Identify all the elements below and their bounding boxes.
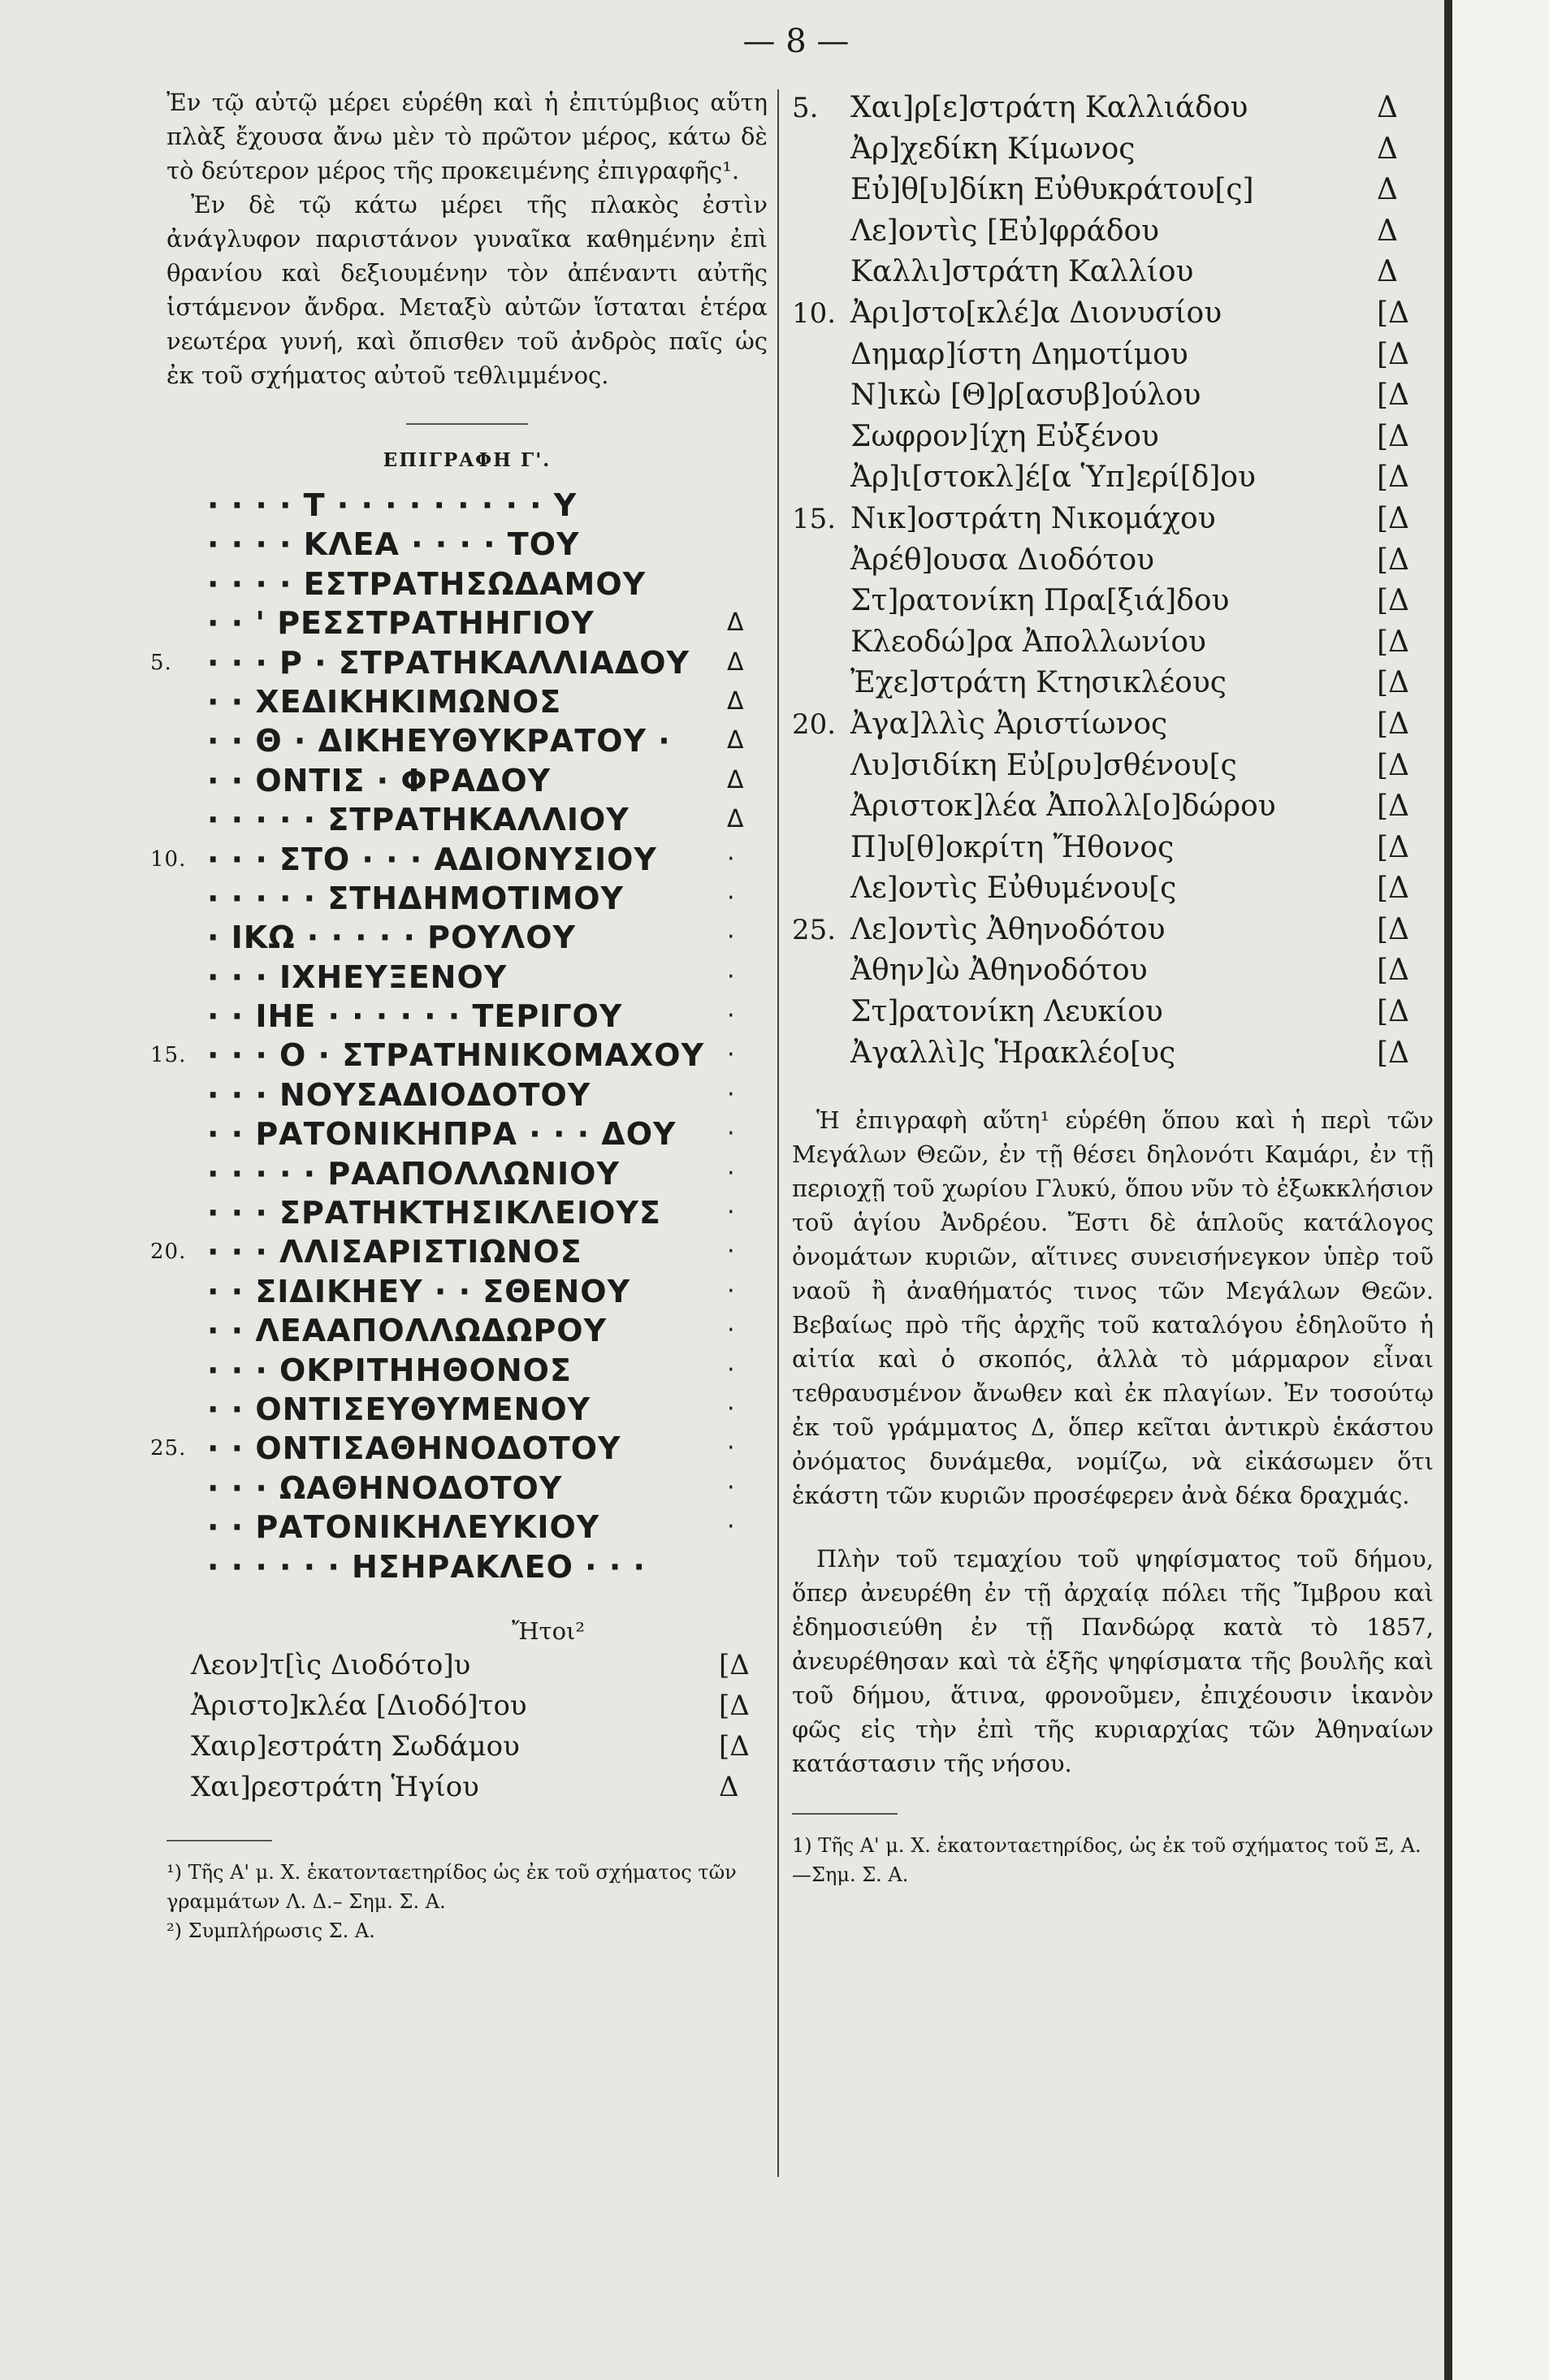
numeral-mark: · <box>727 1041 736 1070</box>
numeral-mark: · <box>727 1394 736 1423</box>
transcription-text: Χαι]ρ[ε]στράτη Καλλιάδου <box>850 91 1248 124</box>
left-footnote-1: ¹) Τῆς Α' μ. Χ. ἑκατονταετηρίδος ὡς ἐκ τοῦ σχήματος τῶν γραμμάτων Λ. Δ.– Σημ. Σ. Α. <box>167 1860 737 1913</box>
scan-margin <box>1444 0 1549 2380</box>
inscription-text: · · ΡΑΤΟΝΙΚΗΠΡΑ · · · ΔΟΥ <box>207 1116 677 1153</box>
transcription-text: Ν]ικὼ [Θ]ρ[ασυβ]ούλου <box>850 379 1201 413</box>
inscription-line <box>167 1469 768 1508</box>
transcription-line <box>792 704 1434 746</box>
inscription-line <box>167 1272 768 1311</box>
transcription-text: Στ]ρατονίκη Πρα[ξιά]δου <box>850 584 1230 618</box>
numeral-mark: [Δ <box>1377 872 1410 906</box>
line-number: 25. <box>150 1436 187 1461</box>
transcription-text: Ἀρ]ι[στοκλ]έ[α Ὑπ]ερί[δ]ου <box>850 461 1256 495</box>
numeral-mark: · <box>727 883 736 912</box>
inscription-line <box>167 1193 768 1232</box>
inscription-line <box>167 1311 768 1350</box>
inscription-text: · · · · · ΣΤΗΔΗΜΟΤΙΜΟΥ <box>207 880 625 916</box>
transcription-text: Ἐχε]στράτη Κτησικλέους <box>850 666 1227 700</box>
inscription-text: · · ΛΕΑΑΠΟΛΛΩΔΩΡΟΥ <box>207 1313 608 1349</box>
numeral-mark: [Δ <box>1377 830 1410 864</box>
inscription-line <box>167 1114 768 1153</box>
numeral-mark: [Δ <box>1377 748 1410 782</box>
inscription-text: · · · ΟΚΡΙΤΗΗΘΟΝΟΣ <box>207 1352 572 1388</box>
transcription-line <box>792 786 1434 828</box>
transcription-line <box>792 252 1434 293</box>
transcription-text: Ἀρ]χεδίκη Κίμωνος <box>850 132 1136 166</box>
inscription-line <box>167 486 768 525</box>
inscription-text: · · ΧΕΔΙΚΗΚΙΜΩΝΟΣ <box>207 683 562 720</box>
transcription-line <box>792 88 1434 129</box>
transcription-line <box>792 992 1434 1033</box>
transcription-line <box>167 1767 768 1807</box>
inscription-line <box>167 1351 768 1390</box>
line-number: 25. <box>792 913 837 946</box>
transcription-line <box>167 1685 768 1726</box>
numeral-mark: · <box>727 1473 736 1502</box>
inscription-text: · · · · ΕΣΤΡΑΤΗΣΩΔΑΜΟΥ <box>207 565 647 602</box>
transcription-line <box>792 499 1434 540</box>
numeral-mark: [Δ <box>1377 296 1410 330</box>
inscription-line <box>150 643 768 682</box>
inscription-text: · · ΣΙΔΙΚΗΕΥ · · ΣΘΕΝΟΥ <box>207 1273 631 1309</box>
footnote-rule <box>167 1840 272 1841</box>
numeral-mark: [Δ <box>1377 543 1410 577</box>
page-edge <box>1444 0 1452 2380</box>
inscription-line <box>167 1154 768 1193</box>
numeral-mark: Δ <box>727 608 745 638</box>
transcription-line <box>792 129 1434 171</box>
transcription-text: Ἀθην]ὼ Ἀθηνοδότου <box>850 954 1148 988</box>
inscription-text: · · ' ΡΕΣΣΤΡΑΤΗΗΓΙΟΥ <box>207 605 595 642</box>
numeral-mark: Δ <box>1377 91 1398 124</box>
numeral-mark: Δ <box>1377 214 1398 248</box>
page-number: — 8 — <box>742 23 850 60</box>
inscription-text: · · · ΙΧΗΕΥΞΕΝΟΥ <box>207 958 508 995</box>
right-footnote-rule <box>792 1813 898 1815</box>
right-footnote: 1) Τῆς Α' μ. Χ. ἑκατονταετηρίδος, ὡς ἐκ τοῦ σχήματος τοῦ Ξ, Α. —Σημ. Σ. Α. <box>792 1834 1421 1887</box>
line-number: 5. <box>150 650 172 675</box>
numeral-mark: Δ <box>727 647 745 677</box>
inscription-line <box>150 1232 768 1271</box>
transcription-text: Π]υ[θ]οκρίτη Ἤθονος <box>850 830 1175 864</box>
inscription-line <box>150 1036 768 1075</box>
numeral-mark: [Δ <box>1377 501 1410 535</box>
transcription-line <box>792 868 1434 910</box>
numeral-mark: · <box>727 1198 736 1227</box>
inscription-text: · · · ΝΟΥΣΑΔΙΟΔΟΤΟΥ <box>207 1076 591 1113</box>
transcription-line <box>792 950 1434 992</box>
numeral-mark: Δ <box>719 1770 739 1803</box>
inscription-text: · · · · Τ · · · · · · · · · Υ <box>207 487 578 523</box>
column-divider <box>777 89 779 2177</box>
transcription-text: Ἀγαλλὶ]ς Ἡρακλέο[υς <box>850 1036 1176 1070</box>
transcription-text: Λεον]τ[ὶς Διοδότο]υ <box>191 1648 471 1681</box>
numeral-mark: · <box>727 1237 736 1266</box>
numeral-mark: [Δ <box>719 1648 750 1681</box>
inscription-text: · · Θ · ΔΙΚΗΕΥΘΥΚΡΑΤΟΥ · <box>207 723 671 759</box>
numeral-mark: [Δ <box>1377 790 1410 824</box>
inscription-line <box>167 918 768 957</box>
left-transcription <box>167 1645 768 1807</box>
intro-paragraph-2: Ἐν δὲ τῷ κάτω μέρει τῆς πλακὸς ἐστὶν ἀνάγλυφον παριστάνον γυναῖκα καθημένην ἐπὶ θρανίου καὶ δεξιουμένην τὸν ἀπέναντι αὐτῆς ἱστάμενον ἄνδρα. Μεταξὺ αὐτῶν ἵσταται ἑτέρα νεωτέρα γυνή, καὶ ὄπισθεν τοῦ ἀνδρὸς παῖς ὡς ἐκ τοῦ σχήματος αὐτοῦ τεθλιμμένος. <box>167 191 768 389</box>
inscription-line <box>167 525 768 564</box>
inscription-text: · · · ΩΑΘΗΝΟΔΟΤΟΥ <box>207 1469 563 1506</box>
line-number: 20. <box>150 1240 187 1265</box>
transcription-text: Δημαρ]ίστη Δημοτίμου <box>850 337 1188 371</box>
transcription-line <box>792 417 1434 458</box>
numeral-mark: · <box>727 1080 736 1109</box>
numeral-mark: · <box>727 1355 736 1384</box>
numeral-mark: [Δ <box>719 1689 750 1722</box>
transcription-text: Χαι]ρεστράτη Ἡγίου <box>191 1770 479 1803</box>
inscription-line <box>167 1508 768 1547</box>
transcription-line <box>792 457 1434 499</box>
transcription-text: Σωφρον]ίχη Εὐξένου <box>850 419 1159 453</box>
transcription-text: Λε]οντὶς Ἀθηνοδότου <box>850 912 1166 946</box>
etoi-label: Ἤτοι² <box>511 1616 586 1645</box>
transcription-text: Ἀριστοκ]λέα Ἀπολλ[ο]δώρου <box>850 790 1276 824</box>
commentary-paragraph-1: Ἡ ἐπιγραφὴ αὕτη¹ εὑρέθη ὅπου καὶ ἡ περὶ τῶν Μεγάλων Θεῶν, ἐν τῇ θέσει δηλονότι Καμάρι, ἐν τῇ περιοχῇ τοῦ χωρίου Γλυκύ, ὅπου νῦν τὸ ἐξωκκλήσιον τοῦ ἁγίου Ἀνδρέου. Ἔστι δὲ ἁπλοῦς κατάλογος ὀνομάτων κυριῶν, αἵτινες συνεισήνεγκον ὑπὲρ τοῦ ναοῦ ἢ ἀναθήματός τινος τῶν Μεγάλων Θεῶν. Βεβαίως πρὸ τῆς ἀρχῆς τοῦ καταλόγου ἐδηλοῦτο ἡ αἰτία καὶ ὁ σκοπός, ἀλλὰ τὸ μάρμαρον εἶναι τεθραυσμένον ἄνωθεν καὶ ἐκ πλαγίων. Ἐν τοσούτῳ ἐκ τοῦ γράμματος Δ, ὅπερ κεῖται ἀντικρὺ ἑκάστου ὀνόματος δυνάμεθα, νομίζω, νὰ εἰκάσωμεν ὅτι ἑκάστη τῶν κυριῶν προσέφερεν ἀνὰ δέκα δραχμάς. <box>792 1106 1434 1510</box>
transcription-text: Καλλι]στράτη Καλλίου <box>850 255 1194 289</box>
inscription-lines <box>150 486 768 1586</box>
right-column <box>792 88 1434 1889</box>
line-number: 5. <box>792 92 819 124</box>
numeral-mark: Δ <box>727 765 745 794</box>
numeral-mark: · <box>727 1512 736 1542</box>
inscription-heading: ΕΠΙΓΡΑΦΗ Γ'. <box>383 449 552 471</box>
numeral-mark: [Δ <box>1377 1036 1410 1070</box>
inscription-line <box>167 1547 768 1586</box>
inscription-line <box>167 958 768 997</box>
numeral-mark: [Δ <box>1377 461 1410 495</box>
transcription-line <box>792 910 1434 951</box>
inscription-line <box>167 800 768 839</box>
numeral-mark: · <box>727 1119 736 1149</box>
numeral-mark: Δ <box>727 726 745 755</box>
transcription-line <box>167 1645 768 1685</box>
transcription-line <box>792 1033 1434 1075</box>
transcription-line <box>792 622 1434 664</box>
inscription-text: · · · · · · ΗΣΗΡΑΚΛΕΟ · · · <box>207 1548 646 1585</box>
numeral-mark: Δ <box>1377 255 1398 289</box>
inscription-line <box>150 840 768 879</box>
numeral-mark: · <box>727 962 736 991</box>
inscription-line <box>167 604 768 643</box>
inscription-text: · · · Ρ · ΣΤΡΑΤΗΚΑΛΛΙΑΔΟΥ <box>207 644 690 681</box>
transcription-line <box>792 375 1434 417</box>
section-rule <box>406 423 528 425</box>
inscription-line <box>167 565 768 604</box>
left-footnote-2: ²) Συμπλήρωσις Σ. Α. <box>167 1919 375 1942</box>
transcription-line <box>792 335 1434 376</box>
inscription-text: · · · · · ΣΤΡΑΤΗΚΑΛΛΙΟΥ <box>207 802 630 838</box>
transcription-text: Εὐ]θ[υ]δίκη Εὐθυκράτου[ς] <box>850 173 1254 207</box>
inscription-text: · · ΟΝΤΙΣΑΘΗΝΟΔΟΤΟΥ <box>207 1430 621 1467</box>
transcription-line <box>167 1726 768 1767</box>
transcription-text: Ἀρέθ]ουσα Διοδότου <box>850 543 1155 577</box>
numeral-mark: [Δ <box>1377 584 1410 618</box>
numeral-mark: · <box>727 1276 736 1305</box>
inscription-line <box>167 682 768 721</box>
inscription-text: · · ΙΗΕ · · · · · · ΤΕΡΙΓΟΥ <box>207 998 623 1035</box>
transcription-text: Ἀριστο]κλέα [Διοδό]του <box>191 1689 527 1722</box>
numeral-mark: · <box>727 844 736 873</box>
transcription-text: Στ]ρατονίκη Λευκίου <box>850 995 1163 1029</box>
numeral-mark: · <box>727 1316 736 1345</box>
transcription-text: Λυ]σιδίκη Εὐ[ρυ]σθένου[ς <box>850 748 1237 782</box>
numeral-mark: [Δ <box>1377 419 1410 453</box>
commentary-paragraph-2: Πλὴν τοῦ τεμαχίου τοῦ ψηφίσματος τοῦ δήμου, ὅπερ ἀνευρέθη ἐν τῇ ἀρχαίᾳ πόλει τῆς Ἴμβρου καὶ ἐδημοσιεύθη ἐν τῇ Πανδώρᾳ κατὰ τὸ 1857, ἀνευρέθησαν καὶ τὰ ἑξῆς ψηφίσματα τῆς βουλῆς καὶ τοῦ δήμου, ἅτινα, φρονοῦμεν, ἐπιχέουσιν ἱκανὸν φῶς εἰς τὴν ἐπὶ τῆς κυριαρχίας τῶν Ἀθηναίων κατάστασιν τῆς νήσου. <box>792 1545 1434 1778</box>
line-number: 15. <box>150 1043 187 1068</box>
transcription-text: Ἀγα]λλὶς Ἀριστίωνος <box>850 707 1168 741</box>
inscription-line <box>167 879 768 918</box>
transcription-text: Χαιρ]εστράτη Σωδάμου <box>191 1729 520 1763</box>
transcription-line <box>792 293 1434 335</box>
inscription-text: · · ΟΝΤΙΣ · ΦΡΑΔΟΥ <box>207 762 552 798</box>
transcription-line <box>792 170 1434 211</box>
transcription-text: Κλεοδώ]ρα Ἀπολλωνίου <box>850 625 1206 659</box>
numeral-mark: [Δ <box>1377 707 1410 741</box>
inscription-text: · · · Ο · ΣΤΡΑΤΗΝΙΚΟΜΑΧΟΥ <box>207 1037 705 1074</box>
inscription-line <box>167 997 768 1036</box>
numeral-mark: · <box>727 923 736 952</box>
numeral-mark: [Δ <box>1377 666 1410 700</box>
transcription-line <box>792 663 1434 704</box>
numeral-mark: [Δ <box>1377 337 1410 371</box>
transcription-line <box>792 828 1434 869</box>
left-column <box>150 85 768 1945</box>
numeral-mark: Δ <box>727 686 745 716</box>
intro-paragraph-1: Ἐν τῷ αὐτῷ μέρει εὑρέθη καὶ ἡ ἐπιτύμβιος αὕτη πλὰξ ἔχουσα ἄνω μὲν τὸ πρῶτον μέρος, κάτω δὲ τὸ δεύτερον μέρος τῆς προκειμένης ἐπιγραφῆς¹. <box>167 89 768 184</box>
inscription-line <box>167 721 768 760</box>
inscription-text: · · · · ΚΛΕΑ · · · · ΤΟΥ <box>207 526 580 563</box>
numeral-mark: · <box>727 1002 736 1031</box>
inscription-text: · · · ΛΛΙΣΑΡΙΣΤΙΩΝΟΣ <box>207 1234 582 1270</box>
transcription-text: Ἀρι]στο[κλέ]α Διονυσίου <box>850 296 1222 330</box>
numeral-mark: [Δ <box>1377 954 1410 988</box>
transcription-text: Λε]οντὶς [Εὐ]φράδου <box>850 214 1160 248</box>
right-transcription <box>792 88 1434 1074</box>
numeral-mark: Δ <box>1377 173 1398 207</box>
numeral-mark: [Δ <box>1377 625 1410 659</box>
inscription-line <box>167 1075 768 1114</box>
inscription-line <box>167 761 768 800</box>
numeral-mark: · <box>727 1434 736 1463</box>
line-number: 20. <box>792 708 837 741</box>
inscription-line <box>167 1390 768 1429</box>
transcription-line <box>792 211 1434 253</box>
transcription-text: Νικ]οστράτη Νικομάχου <box>850 501 1216 535</box>
transcription-text: Λε]οντὶς Εὐθυμένου[ς <box>850 872 1177 906</box>
inscription-text: · · · ΣΤΟ · · · ΑΔΙΟΝΥΣΙΟΥ <box>207 841 657 877</box>
inscription-text: · · ΟΝΤΙΣΕΥΘΥΜΕΝΟΥ <box>207 1391 591 1427</box>
inscription-line <box>150 1429 768 1468</box>
inscription-text: · · · · · ΡΑΑΠΟΛΛΩΝΙΟΥ <box>207 1155 620 1192</box>
inscription-text: · · ΡΑΤΟΝΙΚΗΛΕΥΚΙΟΥ <box>207 1509 600 1546</box>
numeral-mark: [Δ <box>1377 912 1410 946</box>
numeral-mark: · <box>727 1158 736 1188</box>
inscription-text: · · · ΣΡΑΤΗΚΤΗΣΙΚΛΕΙΟΥΣ <box>207 1195 661 1231</box>
transcription-line <box>792 581 1434 622</box>
numeral-mark: [Δ <box>719 1729 750 1763</box>
numeral-mark: Δ <box>727 805 745 834</box>
line-number: 15. <box>792 502 837 535</box>
line-number: 10. <box>792 296 837 330</box>
transcription-line <box>792 540 1434 582</box>
numeral-mark: Δ <box>1377 132 1398 166</box>
transcription-line <box>792 746 1434 787</box>
numeral-mark: [Δ <box>1377 995 1410 1029</box>
line-number: 10. <box>150 846 187 872</box>
inscription-text: · ΙΚΩ · · · · · ΡΟΥΛΟΥ <box>207 920 577 956</box>
numeral-mark: [Δ <box>1377 379 1410 413</box>
